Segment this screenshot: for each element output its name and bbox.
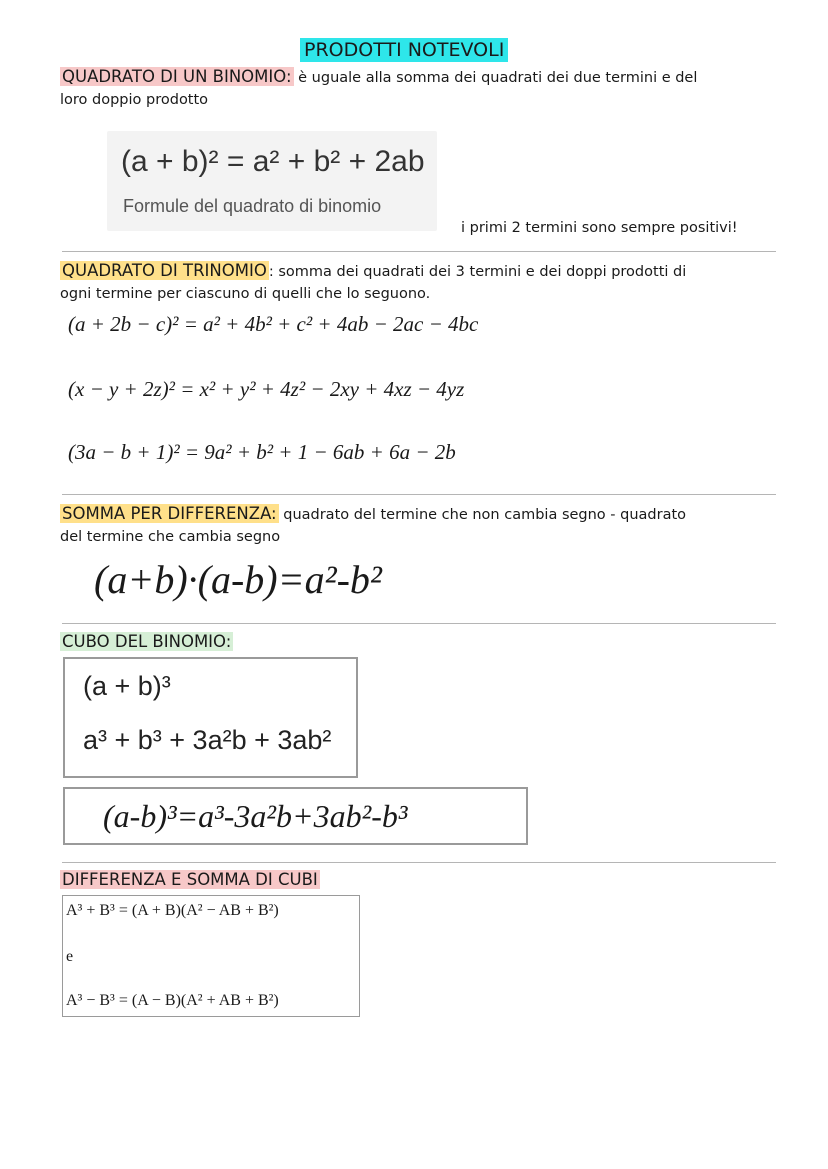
- heading-cubo-binomio: CUBO DEL BINOMIO:: [62, 632, 232, 651]
- binomio-note: i primi 2 termini sono sempre positivi!: [461, 220, 738, 236]
- section-cubi-text: [60, 869, 320, 892]
- trinomio-example-1: (a + 2b − c)² = a² + 4b² + c² + 4ab − 2ac − 4bc: [68, 312, 479, 336]
- cubi-differenza-formula: A³ − B³ = (A − B)(A² + AB + B²): [66, 992, 279, 1009]
- heading-quadrato-trinomio: QUADRATO DI TRINOMIO: [62, 261, 267, 280]
- divider: [62, 862, 776, 863]
- trinomio-example-3: (3a − b + 1)² = 9a² + b² + 1 − 6ab + 6a − 2b: [68, 440, 456, 464]
- cubo-formula-box: [63, 657, 358, 778]
- section-cubo-text: [60, 631, 233, 654]
- somma-differenza-desc-line1: quadrato del termine che non cambia segno - quadrato: [278, 507, 687, 523]
- heading-quadrato-binomio: QUADRATO DI UN BINOMIO:: [62, 67, 292, 86]
- binomio-formula-caption: Formule del quadrato di binomio: [123, 196, 382, 216]
- divider: [62, 623, 776, 624]
- cubo-differenza-box: [63, 787, 528, 845]
- section-somma-differenza-text: [60, 503, 780, 548]
- trinomio-desc-line2: ogni termine per ciascuno di quelli che lo seguono.: [60, 286, 431, 302]
- trinomio-example-2: (x − y + 2z)² = x² + y² + 4z² − 2xy + 4xz − 4yz: [68, 377, 465, 401]
- page-title: PRODOTTI NOTEVOLI: [300, 38, 508, 62]
- binomio-formula-image: [107, 131, 437, 231]
- section-binomio-text: [60, 66, 780, 111]
- heading-somma-differenza: SOMMA PER DIFFERENZA:: [62, 504, 277, 523]
- binomio-desc-line1: è uguale alla somma dei quadrati dei due termini e del: [293, 70, 698, 86]
- trinomio-desc-line1: : somma dei quadrati dei 3 termini e dei doppi prodotti di: [268, 264, 687, 280]
- divider: [62, 251, 776, 252]
- cubo-box-line2: a³ + b³ + 3a²b + 3ab²: [83, 725, 332, 755]
- somma-differenza-desc-line2: del termine che cambia segno: [60, 529, 281, 545]
- somma-differenza-formula: (a+b)·(a-b)=a²-b²: [94, 557, 382, 602]
- cubo-box-line1: (a + b)³: [83, 671, 171, 701]
- binomio-formula: (a + b)² = a² + b² + 2ab: [121, 145, 425, 178]
- cubi-connector: e: [66, 948, 74, 965]
- cubo-differenza-formula: (a-b)³=a³-3a²b+3ab²-b³: [103, 798, 408, 834]
- divider: [62, 494, 776, 495]
- cubi-somma-formula: A³ + B³ = (A + B)(A² − AB + B²): [66, 902, 279, 919]
- binomio-desc-line2: loro doppio prodotto: [60, 92, 209, 108]
- cubi-formula-box: [62, 895, 360, 1017]
- section-trinomio-text: [60, 260, 780, 305]
- heading-differenza-somma-cubi: DIFFERENZA E SOMMA DI CUBI: [62, 870, 318, 889]
